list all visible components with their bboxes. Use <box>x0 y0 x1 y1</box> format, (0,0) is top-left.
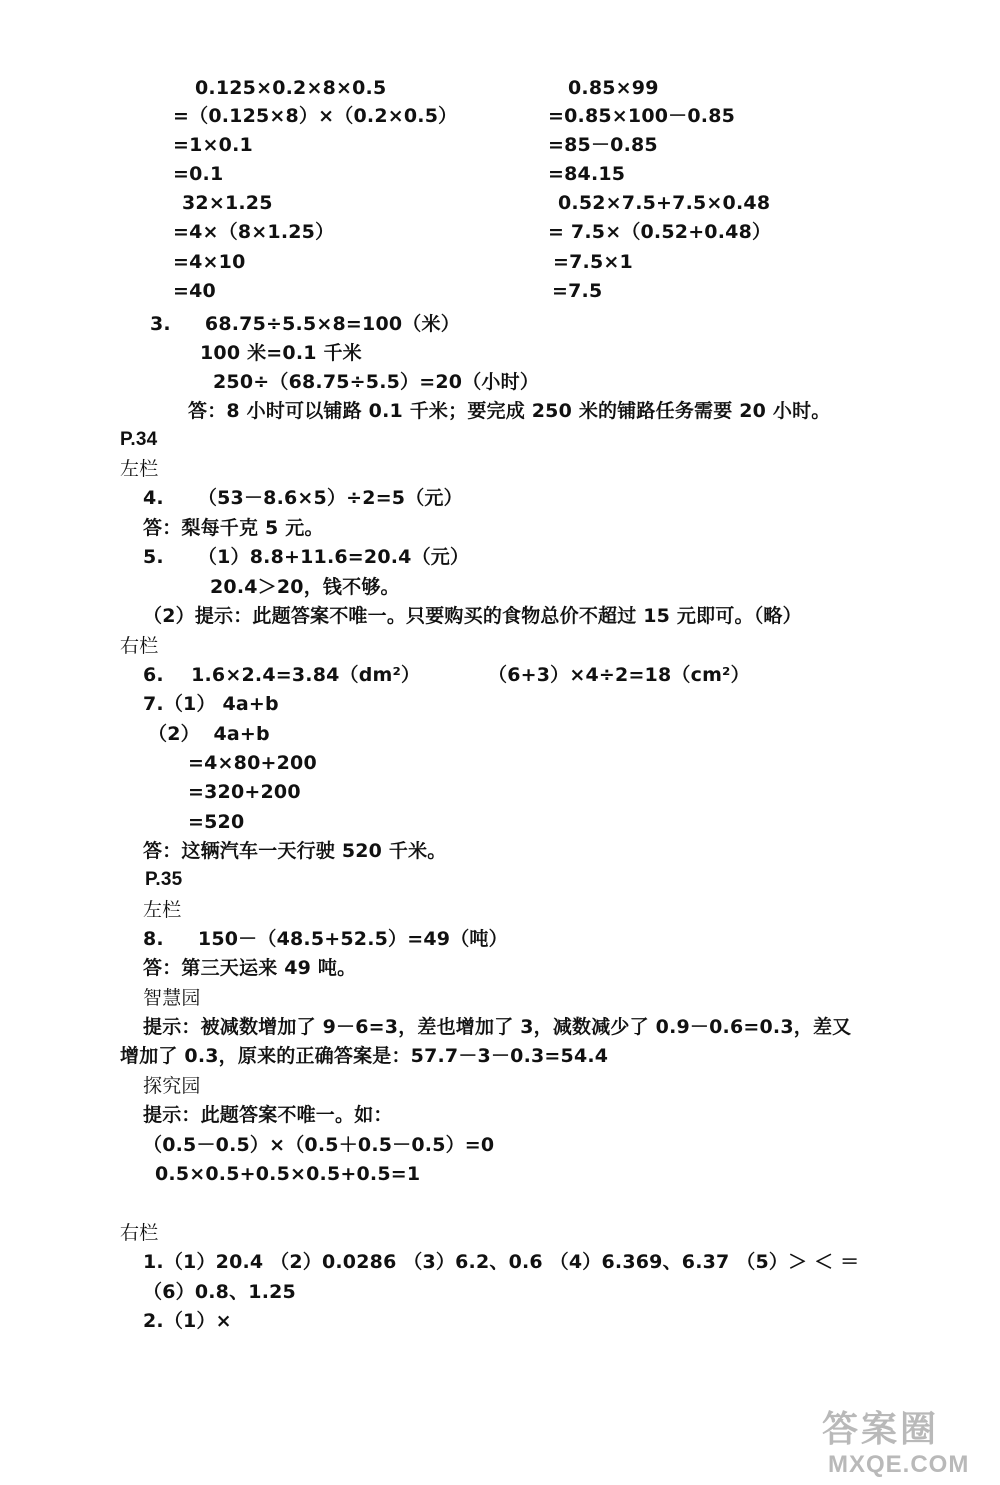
text-line: 2.（1）× <box>143 1310 232 1332</box>
section-heading: 左栏 <box>143 899 182 921</box>
text-line: （6）0.8、1.25 <box>143 1281 296 1303</box>
text-line: =7.5 <box>552 280 603 302</box>
text-line: =320+200 <box>188 781 301 803</box>
text-line: 0.52×7.5+7.5×0.48 <box>558 192 771 214</box>
text-line: 3. 68.75÷5.5×8=100（米） <box>150 313 460 335</box>
text-line: =7.5×1 <box>553 251 633 273</box>
text-line: 20.4＞20，钱不够。 <box>210 576 400 598</box>
section-heading: 右栏 <box>120 635 159 657</box>
watermark-title: 答案圈 <box>822 1409 940 1450</box>
text-line: 250÷（68.75÷5.5）=20（小时） <box>213 371 540 393</box>
text-line: 32×1.25 <box>182 192 273 214</box>
text-line: 6. 1.6×2.4=3.84（dm²） <box>143 664 421 686</box>
text-line: 5. （1）8.8+11.6=20.4（元） <box>143 546 470 568</box>
watermark-url: MXQE.COM <box>828 1451 970 1478</box>
text-line: =1×0.1 <box>173 134 253 156</box>
text-line: 0.5×0.5+0.5×0.5+0.5=1 <box>155 1163 421 1185</box>
section-heading: 探究园 <box>143 1075 201 1097</box>
page-heading: P.35 <box>145 869 183 890</box>
section-heading: 智慧园 <box>143 987 201 1009</box>
text-line: （0.5－0.5）×（0.5＋0.5－0.5）=0 <box>143 1134 495 1156</box>
section-heading: 左栏 <box>120 458 159 480</box>
text-line: =520 <box>188 811 245 833</box>
text-line: 答：梨每千克 5 元。 <box>143 517 324 539</box>
text-line: 0.85×99 <box>568 77 659 99</box>
text-line: =85－0.85 <box>548 134 658 156</box>
text-line: （2）提示：此题答案不唯一。只要购买的食物总价不超过 15 元即可。（略） <box>143 605 802 627</box>
text-line: 答：这辆汽车一天行驶 520 千米。 <box>143 840 447 862</box>
text-line: = 7.5×（0.52+0.48） <box>548 221 772 243</box>
text-line: =（0.125×8）×（0.2×0.5） <box>173 105 458 127</box>
section-heading: 右栏 <box>120 1222 159 1244</box>
text-line: 提示：此题答案不唯一。如： <box>143 1104 393 1126</box>
text-line: =4×（8×1.25） <box>173 221 335 243</box>
text-line: =84.15 <box>548 163 626 185</box>
text-line: 0.125×0.2×8×0.5 <box>195 77 387 99</box>
text-line: 100 米=0.1 千米 <box>200 342 362 364</box>
text-line: =0.1 <box>173 163 224 185</box>
page-heading: P.34 <box>120 429 158 450</box>
text-line: （6+3）×4÷2=18（cm²） <box>488 664 750 686</box>
text-line: 增加了 0.3，原来的正确答案是：57.7－3－0.3=54.4 <box>120 1045 609 1067</box>
text-line: （2） 4a+b <box>148 723 270 745</box>
text-line: 4. （53－8.6×5）÷2=5（元） <box>143 487 463 509</box>
text-line: 答：8 小时可以铺路 0.1 千米；要完成 250 米的铺路任务需要 20 小时。 <box>188 400 831 422</box>
text-line: 8. 150－（48.5+52.5）=49（吨） <box>143 928 508 950</box>
text-line: =4×10 <box>173 251 246 273</box>
text-line: =40 <box>173 280 216 302</box>
text-line: 1.（1）20.4 （2）0.0286 （3）6.2、0.6 （4）6.369、6.37 （5）＞ ＜ ＝ <box>143 1251 860 1273</box>
text-line: =0.85×100－0.85 <box>548 105 736 127</box>
text-line: =4×80+200 <box>188 752 317 774</box>
text-line: 7.（1） 4a+b <box>143 693 279 715</box>
text-line: 答：第三天运来 49 吨。 <box>143 957 357 979</box>
watermark-logo <box>806 1410 996 1482</box>
text-line: 提示：被减数增加了 9－6=3，差也增加了 3，减数减少了 0.9－0.6=0.3，差又 <box>143 1016 852 1038</box>
